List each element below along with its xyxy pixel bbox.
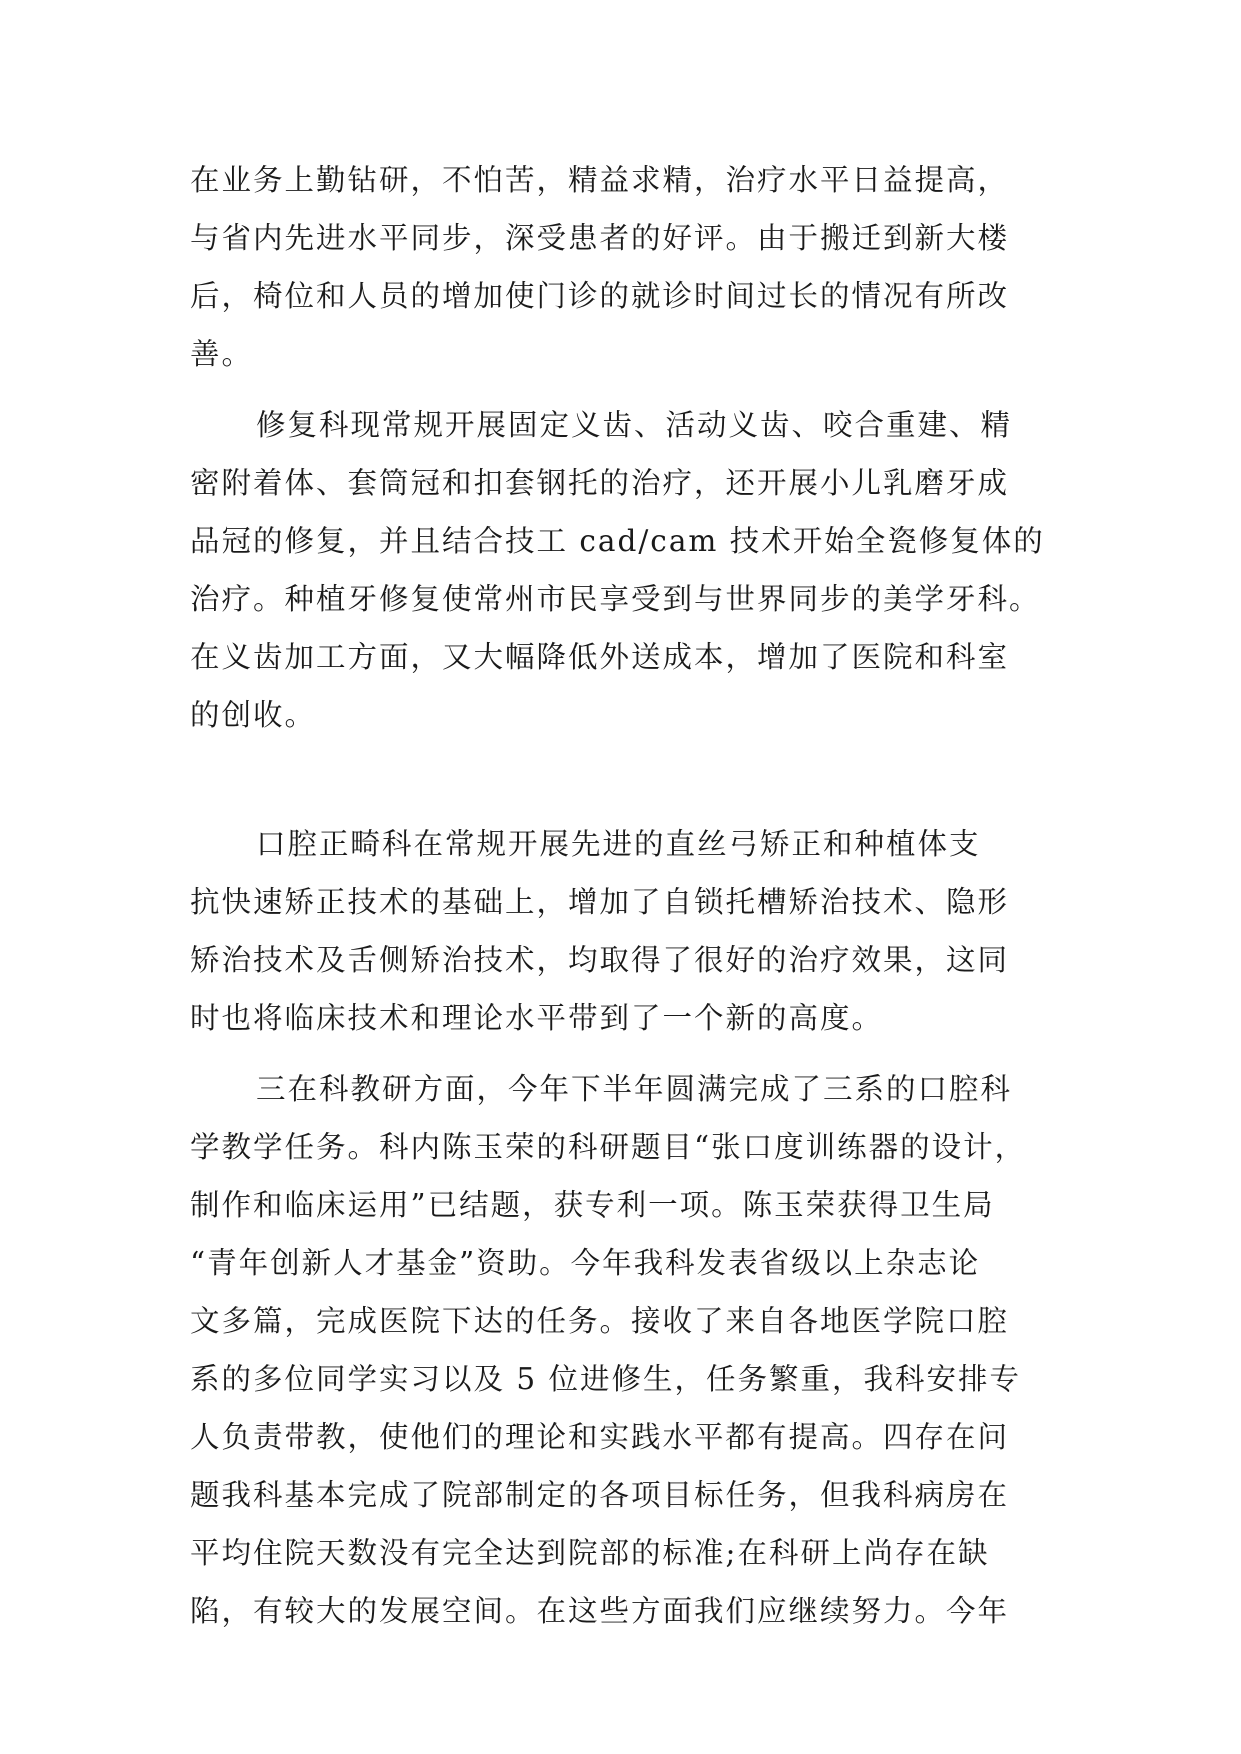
text-line: 题我科基本完成了院部制定的各项目标任务，但我科病房在 [190,1478,1010,1512]
text-line: 修复科现常规开展固定义齿、活动义齿、咬合重建、精 [256,408,1013,442]
text-line: 在义齿加工方面，又大幅降低外送成本，增加了医院和科室 [190,640,1010,674]
text-line: “青年创新人才基金”资助。今年我科发表省级以上杂志论 [190,1246,981,1280]
text-line: 抗快速矫正技术的基础上，增加了自锁托槽矫治技术、隐形 [190,885,1010,919]
text-line: 三在科教研方面，今年下半年圆满完成了三系的口腔科 [256,1072,1013,1106]
text-line: 与省内先进水平同步，深受患者的好评。由于搬迁到新大楼 [190,221,1010,255]
text-line: 口腔正畸科在常规开展先进的直丝弓矫正和种植体支 [256,827,981,861]
text-line: 制作和临床运用”已结题，获专利一项。陈玉荣获得卫生局 [190,1188,995,1222]
text-line: 时也将临床技术和理论水平带到了一个新的高度。 [190,1001,884,1035]
text-line: 在业务上勤钻研，不怕苦，精益求精，治疗水平日益提高， [190,163,1010,197]
text-line: 陷，有较大的发展空间。在这些方面我们应继续努力。今年 [190,1594,1010,1628]
text-line: 文多篇，完成医院下达的任务。接收了来自各地医学院口腔 [190,1304,1010,1338]
text-line: 的创收。 [190,698,317,732]
text-line: 人负责带教，使他们的理论和实践水平都有提高。四存在问 [190,1420,1010,1454]
text-line: 品冠的修复，并且结合技工 cad/cam 技术开始全瓷修复体的 [190,524,1045,558]
text-line: 学教学任务。科内陈玉荣的科研题目“张口度训练器的设计， [190,1130,1027,1164]
text-line: 后，椅位和人员的增加使门诊的就诊时间过长的情况有所改 [190,279,1010,313]
text-line: 善。 [190,337,254,371]
text-line: 系的多位同学实习以及 5 位进修生，任务繁重，我科安排专 [190,1362,1022,1396]
text-line: 平均住院天数没有完全达到院部的标准;在科研上尚存在缺 [190,1536,990,1570]
text-line: 矫治技术及舌侧矫治技术，均取得了很好的治疗效果，这同 [190,943,1010,977]
text-line: 密附着体、套筒冠和扣套钢托的治疗，还开展小儿乳磨牙成 [190,466,1010,500]
text-line: 治疗。种植牙修复使常州市民享受到与世界同步的美学牙科。 [190,582,1041,616]
